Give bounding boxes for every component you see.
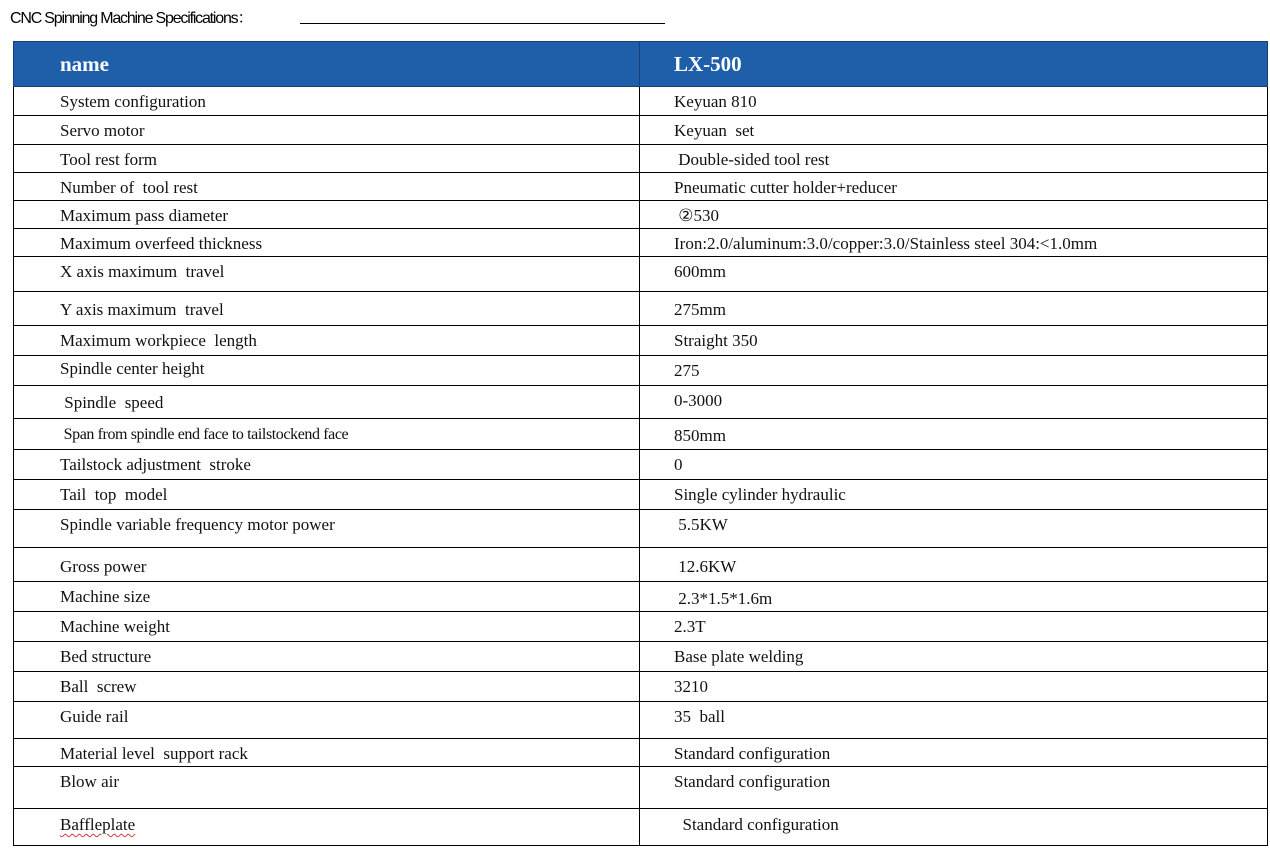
spec-name: Span from spindle end face to tailstockend face: [60, 426, 349, 443]
spec-name: Spindle center height: [60, 359, 205, 378]
table-row: [14, 450, 1268, 480]
spec-value: 275: [674, 361, 700, 380]
table-row: [14, 548, 1268, 582]
spec-name: Number of tool rest: [60, 178, 198, 197]
spec-name: Tailstock adjustment stroke: [60, 455, 251, 474]
spec-name: Machine weight: [60, 617, 170, 636]
spec-value: 5.5KW: [674, 515, 728, 534]
spec-name: Gross power: [60, 557, 147, 576]
spec-value: Single cylinder hydraulic: [674, 485, 846, 504]
spec-name: X axis maximum travel: [60, 262, 225, 281]
spec-name: Tool rest form: [60, 150, 158, 169]
title-underline: [300, 23, 665, 24]
spec-value: Straight 350: [674, 331, 758, 350]
spec-value: 12.6KW: [674, 557, 737, 576]
table-row: [14, 292, 1268, 326]
table-header-row: [14, 42, 1268, 87]
document-title: CNC Spinning Machine Specifications：: [10, 10, 253, 27]
spec-value: 3210: [674, 677, 708, 696]
spec-table: [13, 41, 1268, 846]
spec-name: Baffleplate: [60, 815, 136, 834]
spec-name: Maximum overfeed thickness: [60, 234, 263, 253]
table-row: [14, 257, 1268, 292]
spec-value: Keyuan 810: [674, 92, 757, 111]
table-row: [14, 739, 1268, 767]
table-row: [14, 229, 1268, 257]
spec-value: Standard configuration: [674, 772, 831, 791]
spec-value: Keyuan set: [674, 121, 755, 140]
spec-name: Bed structure: [60, 647, 152, 666]
table-row: [14, 201, 1268, 229]
table-row: [14, 356, 1268, 386]
spec-name: Maximum workpiece length: [60, 331, 257, 350]
spec-value: Standard configuration: [674, 744, 831, 763]
spec-name: Servo motor: [60, 121, 145, 140]
spec-value: Iron:2.0/aluminum:3.0/copper:3.0/Stainless steel 304:<1.0mm: [674, 234, 1098, 253]
table-row: [14, 767, 1268, 809]
spec-name: Spindle variable frequency motor power: [60, 515, 335, 534]
table-row: [14, 386, 1268, 419]
spec-value: ②530: [674, 206, 719, 225]
spec-name: Maximum pass diameter: [60, 206, 229, 225]
spec-name: Y axis maximum travel: [60, 300, 224, 319]
spec-value: 0-3000: [674, 391, 723, 410]
table-row: [14, 642, 1268, 672]
spec-value: Standard configuration: [674, 815, 839, 834]
header-name: name: [14, 42, 640, 87]
table-row: [14, 582, 1268, 612]
spec-value: 35 ball: [674, 707, 725, 726]
spec-name: Machine size: [60, 587, 151, 606]
spec-name: Ball screw: [60, 677, 137, 696]
spec-name: Tail top model: [60, 485, 168, 504]
table-row: [14, 809, 1268, 846]
table-row: [14, 116, 1268, 145]
spec-value: 850mm: [674, 426, 726, 445]
spec-value: 2.3*1.5*1.6m: [674, 589, 773, 608]
table-row: [14, 672, 1268, 702]
spec-value: 600mm: [674, 262, 726, 281]
table-row: [14, 702, 1268, 739]
spec-name: Spindle speed: [60, 393, 164, 412]
spec-value: Base plate welding: [674, 647, 804, 666]
spec-name: System configuration: [60, 92, 206, 111]
table-row: [14, 510, 1268, 548]
spec-value: 275mm: [674, 300, 726, 319]
spec-name: Guide rail: [60, 707, 129, 726]
spec-value: 2.3T: [674, 617, 706, 636]
spec-value: Double-sided tool rest: [674, 150, 830, 169]
spec-name: Blow air: [60, 772, 120, 791]
spec-name: Material level support rack: [60, 744, 248, 763]
table-row: [14, 87, 1268, 116]
spec-value: 0: [674, 455, 683, 474]
table-row: [14, 326, 1268, 356]
spec-value: Pneumatic cutter holder+reducer: [674, 178, 897, 197]
table-row: [14, 173, 1268, 201]
header-model: LX-500: [640, 42, 1268, 87]
table-row: [14, 145, 1268, 173]
table-row: [14, 419, 1268, 450]
table-row: [14, 480, 1268, 510]
table-row: [14, 612, 1268, 642]
